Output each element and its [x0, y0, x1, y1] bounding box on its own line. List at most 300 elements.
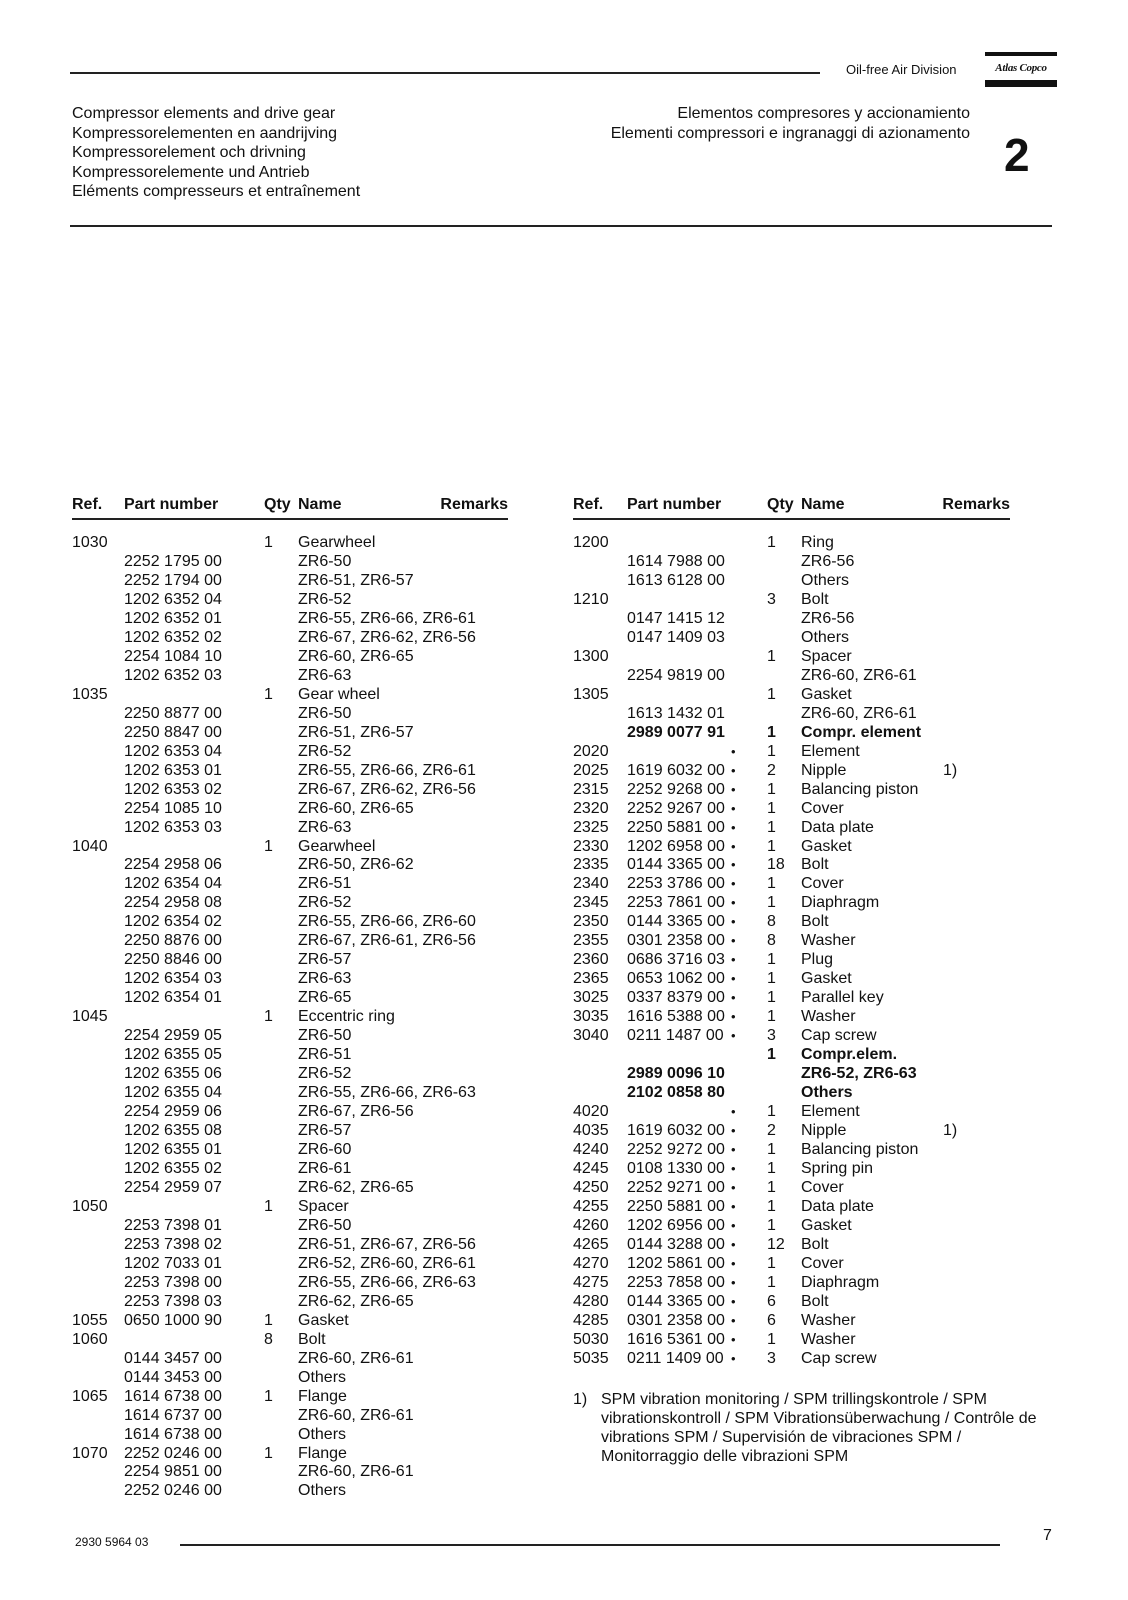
ref-cell: 2315 [573, 780, 609, 798]
part-number-cell: 1202 6958 00 [627, 837, 725, 855]
table-row [72, 1293, 508, 1312]
table-row [72, 970, 508, 989]
part-number-cell: 0337 8379 00 [627, 989, 725, 1007]
part-number-cell: 1614 7988 00 [627, 552, 725, 570]
footnote-text: SPM vibration monitoring / SPM trillingskontrole / SPM vibrationskontroll / SPM Vibrationsüberwachung / Contrôle de vibrations SPM / Supervisión de vibraciones SPM / Monitorraggio delle vibrazioni SPM [601, 1391, 1037, 1465]
kit-bullet: • [731, 781, 736, 797]
name-cell: Gearwheel [298, 534, 376, 551]
name-cell: ZR6-52 [298, 742, 352, 760]
part-number-cell: 1202 6353 04 [124, 742, 222, 760]
part-number-cell: 1202 6352 03 [124, 666, 222, 684]
parts-table-right [573, 496, 1010, 1369]
name-cell: Gasket [801, 685, 852, 703]
table-row [72, 989, 508, 1008]
ref-cell: 2345 [573, 894, 609, 912]
kit-bullet: • [731, 1331, 736, 1347]
name-cell: ZR6-67, ZR6-56 [298, 1103, 414, 1121]
kit-bullet: • [731, 1123, 736, 1139]
ref-cell: 4285 [573, 1311, 609, 1329]
table-row [72, 1027, 508, 1046]
kit-bullet: • [731, 914, 736, 930]
title-fr: Eléments compresseurs et entraînement [72, 183, 361, 200]
name-cell: ZR6-51, ZR6-67, ZR6-56 [298, 1235, 476, 1253]
ref-cell: 4240 [573, 1141, 609, 1158]
table-row [72, 932, 508, 951]
name-cell: Balancing piston [801, 1141, 919, 1158]
name-cell: Cover [801, 1178, 844, 1196]
part-number-cell: 1202 6355 08 [124, 1122, 222, 1140]
part-number-cell: 1202 6355 04 [124, 1084, 222, 1102]
ref-cell: 1045 [72, 1008, 108, 1026]
page-number: 7 [1043, 1527, 1052, 1544]
table-row [72, 1122, 508, 1141]
name-cell: Cap screw [801, 1027, 877, 1045]
table-row [573, 1179, 1010, 1198]
ref-cell: 4020 [573, 1103, 609, 1121]
part-number-cell: 2254 9819 00 [627, 666, 725, 684]
part-number-cell: 2254 1084 10 [124, 647, 222, 665]
name-cell: Others [298, 1482, 347, 1500]
qty-cell: 1 [767, 837, 776, 855]
table-row [72, 838, 508, 857]
ref-cell: 4265 [573, 1235, 609, 1253]
table-row [72, 1103, 508, 1122]
name-cell: ZR6-60 [298, 1141, 352, 1158]
table-row [573, 1065, 1010, 1084]
ref-cell: 1200 [573, 534, 609, 551]
parts-table-left [72, 496, 508, 1501]
part-number-cell: 2250 5881 00 [627, 1197, 725, 1215]
qty-cell: 8 [264, 1330, 273, 1348]
name-cell: ZR6-51 [298, 875, 352, 893]
table-row [573, 629, 1010, 648]
table-row [72, 1141, 508, 1160]
table-row [72, 610, 508, 629]
table-row [573, 553, 1010, 572]
name-cell: ZR6-65 [298, 989, 352, 1007]
name-cell: ZR6-63 [298, 666, 352, 684]
part-number-cell: 0144 3457 00 [124, 1349, 222, 1367]
name-cell: ZR6-55, ZR6-66, ZR6-61 [298, 761, 476, 779]
name-cell: Cover [801, 1254, 844, 1272]
part-number-cell: 1202 6353 02 [124, 780, 222, 798]
name-cell: ZR6-60, ZR6-61 [801, 666, 917, 684]
part-number-cell: 1202 6354 01 [124, 989, 222, 1007]
name-cell: Cap screw [801, 1349, 877, 1367]
name-cell: ZR6-52, ZR6-63 [801, 1065, 917, 1083]
qty-cell: 3 [767, 1349, 776, 1367]
part-number-cell: 2252 1795 00 [124, 552, 222, 570]
qty-cell: 1 [264, 1444, 273, 1462]
table-row [72, 1426, 508, 1445]
kit-bullet: • [731, 1104, 736, 1120]
ref-cell: 2335 [573, 856, 609, 874]
table-header [72, 496, 508, 520]
col-remarks: Remarks [942, 496, 1010, 513]
name-cell: Gearwheel [298, 837, 376, 855]
table-row [573, 1350, 1010, 1369]
part-number-cell: 2989 0077 91 [627, 723, 725, 741]
ref-cell: 2320 [573, 799, 609, 817]
part-number-cell: 2250 5881 00 [627, 818, 725, 836]
qty-cell: 1 [264, 685, 273, 703]
name-cell: Diaphragm [801, 1273, 880, 1291]
ref-cell: 1040 [72, 837, 108, 855]
qty-cell: 1 [767, 894, 776, 912]
table-row [573, 1293, 1010, 1312]
ref-cell: 4035 [573, 1122, 609, 1140]
part-number-cell: 2253 7398 00 [124, 1273, 222, 1291]
ref-cell: 3025 [573, 989, 609, 1007]
footnote-mark: 1) [573, 1391, 588, 1408]
atlas-copco-logo [985, 52, 1057, 88]
kit-bullet: • [731, 762, 736, 778]
name-cell: ZR6-60, ZR6-61 [298, 1463, 414, 1481]
name-cell: ZR6-67, ZR6-62, ZR6-56 [298, 780, 476, 798]
part-number-cell: 1202 6352 04 [124, 590, 222, 608]
chapter-number: 2 [1004, 129, 1030, 181]
table-row [72, 724, 508, 743]
table-row [573, 648, 1010, 667]
table-row [72, 800, 508, 819]
ref-cell: 4275 [573, 1273, 609, 1291]
ref-cell: 4270 [573, 1254, 609, 1272]
table-row [72, 781, 508, 800]
ref-cell: 1070 [72, 1444, 108, 1462]
title-en: Compressor elements and drive gear [72, 105, 336, 122]
part-number-cell: 0144 3453 00 [124, 1368, 222, 1386]
table-row [573, 932, 1010, 951]
part-number-cell: 1613 6128 00 [627, 571, 725, 589]
table-row [72, 1407, 508, 1426]
table-row [72, 1255, 508, 1274]
name-cell: Washer [801, 932, 856, 950]
table-row [72, 705, 508, 724]
qty-cell: 1 [264, 1387, 273, 1405]
name-cell: Data plate [801, 818, 874, 836]
qty-cell: 1 [767, 534, 776, 551]
qty-cell: 1 [767, 1273, 776, 1291]
name-cell: Flange [298, 1387, 347, 1405]
name-cell: Data plate [801, 1197, 874, 1215]
part-number-cell: 0653 1062 00 [627, 970, 725, 988]
part-number-cell: 0211 1487 00 [627, 1027, 724, 1045]
part-number-cell: 0147 1415 12 [627, 609, 725, 627]
table-row [72, 591, 508, 610]
table-row [72, 1350, 508, 1369]
qty-cell: 2 [767, 761, 776, 779]
ref-cell: 4260 [573, 1216, 609, 1234]
section-titles-right [611, 104, 970, 143]
name-cell: Washer [801, 1008, 856, 1026]
part-number-cell: 0144 3288 00 [627, 1235, 725, 1253]
part-number-cell: 1202 6353 03 [124, 818, 222, 836]
table-row [573, 894, 1010, 913]
name-cell: ZR6-60, ZR6-65 [298, 647, 414, 665]
part-number-cell: 1202 6354 03 [124, 970, 222, 988]
part-number-cell: 2254 2959 05 [124, 1027, 222, 1045]
name-cell: ZR6-60, ZR6-61 [801, 704, 917, 722]
qty-cell: 1 [767, 1216, 776, 1234]
ref-cell: 3040 [573, 1027, 609, 1045]
ref-cell: 4255 [573, 1197, 609, 1215]
name-cell: ZR6-67, ZR6-62, ZR6-56 [298, 628, 476, 646]
part-number-cell: 0144 3365 00 [627, 913, 725, 931]
name-cell: Washer [801, 1311, 856, 1329]
part-number-cell: 1202 6354 02 [124, 913, 222, 931]
part-number-cell: 2254 2958 08 [124, 894, 222, 912]
name-cell: Ring [801, 534, 834, 551]
ref-cell: 5035 [573, 1349, 609, 1367]
name-cell: ZR6-55, ZR6-66, ZR6-60 [298, 913, 476, 931]
table-row [573, 1103, 1010, 1122]
name-cell: Gasket [801, 1216, 852, 1234]
qty-cell: 1 [767, 723, 776, 741]
col-part-number: Part number [627, 496, 722, 513]
name-cell: ZR6-50 [298, 552, 352, 570]
qty-cell: 1 [767, 1197, 776, 1215]
ref-cell: 4250 [573, 1178, 609, 1196]
name-cell: Parallel key [801, 989, 884, 1007]
table-row [573, 1312, 1010, 1331]
name-cell: Gear wheel [298, 685, 380, 703]
qty-cell: 1 [767, 989, 776, 1007]
kit-bullet: • [731, 1217, 736, 1233]
part-number-cell: 0301 2358 00 [627, 1311, 725, 1329]
kit-bullet: • [731, 1142, 736, 1157]
name-cell: Bolt [801, 1235, 829, 1253]
table-row [573, 875, 1010, 894]
title-sv: Kompressorelement och drivning [72, 144, 306, 161]
qty-cell: 1 [767, 742, 776, 760]
division-label: Oil-free Air Division [846, 62, 957, 77]
table-row [72, 1463, 508, 1482]
table-body [72, 534, 508, 1501]
table-row [72, 1445, 508, 1464]
table-row [573, 686, 1010, 705]
part-number-cell: 1202 5861 00 [627, 1254, 725, 1272]
table-row [72, 1331, 508, 1350]
name-cell: Bolt [801, 856, 829, 874]
part-number-cell: 1202 6354 04 [124, 875, 222, 893]
qty-cell: 1 [767, 1178, 776, 1196]
table-row [573, 1331, 1010, 1350]
table-row [573, 534, 1010, 553]
name-cell: Others [801, 1084, 853, 1102]
part-number-cell: 2253 7858 00 [627, 1273, 725, 1291]
table-row [72, 913, 508, 932]
table-row [573, 1274, 1010, 1293]
part-number-cell: 2253 7861 00 [627, 894, 725, 912]
ref-cell: 2350 [573, 913, 609, 931]
name-cell: Spacer [298, 1197, 349, 1215]
kit-bullet: • [731, 1350, 736, 1366]
table-row [573, 1008, 1010, 1027]
qty-cell: 6 [767, 1292, 776, 1310]
name-cell: ZR6-52 [298, 590, 352, 608]
name-cell: Compr.elem. [801, 1046, 898, 1064]
qty-cell: 1 [767, 1103, 776, 1121]
part-number-cell: 1202 6352 01 [124, 609, 222, 627]
name-cell: ZR6-56 [801, 609, 855, 627]
col-name: Name [801, 496, 845, 513]
ref-cell: 1035 [72, 685, 108, 703]
table-row [573, 989, 1010, 1008]
part-number-cell: 1619 6032 00 [627, 761, 725, 779]
kit-bullet: • [731, 819, 736, 835]
name-cell: Eccentric ring [298, 1008, 395, 1026]
part-number-cell: 0147 1409 03 [627, 628, 725, 646]
name-cell: Element [801, 1103, 860, 1121]
name-cell: Nipple [801, 1122, 847, 1140]
part-number-cell: 2253 7398 01 [124, 1216, 222, 1234]
name-cell: ZR6-60, ZR6-65 [298, 799, 414, 817]
table-row [573, 1255, 1010, 1274]
table-row [573, 610, 1010, 629]
table-row [72, 1217, 508, 1236]
part-number-cell: 1613 1432 01 [627, 704, 725, 722]
qty-cell: 1 [767, 685, 776, 703]
col-remarks: Remarks [440, 496, 508, 513]
qty-cell: 3 [767, 590, 776, 608]
table-row [573, 1046, 1010, 1065]
qty-cell: 1 [767, 1254, 776, 1272]
qty-cell: 18 [767, 856, 785, 874]
name-cell: ZR6-62, ZR6-65 [298, 1178, 414, 1196]
ref-cell: 1055 [72, 1311, 108, 1329]
part-number-cell: 2252 9267 00 [627, 799, 725, 817]
remarks-cell: 1) [943, 1122, 958, 1140]
part-number-cell: 1202 6355 02 [124, 1159, 222, 1177]
name-cell: Washer [801, 1330, 856, 1348]
name-cell: ZR6-55, ZR6-66, ZR6-63 [298, 1084, 476, 1102]
name-cell: Others [298, 1425, 347, 1443]
name-cell: Others [298, 1368, 347, 1386]
ref-cell: 1305 [573, 685, 609, 703]
header-rule-bottom [70, 225, 1052, 227]
qty-cell: 1 [264, 1008, 273, 1026]
table-row [72, 1198, 508, 1217]
part-number-cell: 1202 6352 02 [124, 628, 222, 646]
ref-cell: 2340 [573, 875, 609, 893]
kit-bullet: • [731, 895, 736, 911]
name-cell: ZR6-57 [298, 1122, 352, 1140]
title-nl: Kompressorelementen en aandrijving [72, 124, 338, 142]
qty-cell: 1 [767, 1330, 776, 1348]
table-row [573, 591, 1010, 610]
table-row [573, 1141, 1010, 1160]
table-row [573, 951, 1010, 970]
table-row [573, 970, 1010, 989]
ref-cell: 1065 [72, 1387, 108, 1405]
col-ref: Ref. [573, 496, 604, 513]
name-cell: Spacer [801, 647, 852, 665]
title-es: Elementos compresores y accionamiento [677, 105, 970, 122]
kit-bullet: • [731, 1198, 736, 1214]
name-cell: ZR6-67, ZR6-61, ZR6-56 [298, 932, 476, 950]
part-number-cell: 1614 6738 00 [124, 1425, 222, 1443]
table-row [72, 875, 508, 894]
col-qty: Qty [264, 496, 291, 513]
name-cell: Plug [801, 951, 834, 969]
part-number-cell: 2254 2959 06 [124, 1103, 222, 1121]
part-number-cell: 2989 0096 10 [627, 1065, 725, 1083]
kit-bullet: • [731, 1274, 736, 1290]
name-cell: ZR6-52 [298, 1065, 352, 1083]
name-cell: ZR6-63 [298, 818, 352, 836]
table-row [573, 705, 1010, 724]
name-cell: ZR6-60, ZR6-61 [298, 1349, 414, 1367]
part-number-cell: 0144 3365 00 [627, 1292, 725, 1310]
part-number-cell: 2253 7398 03 [124, 1292, 222, 1310]
part-number-cell: 2252 1794 00 [124, 571, 222, 589]
table-row [72, 951, 508, 970]
name-cell: Bolt [801, 913, 829, 931]
name-cell: ZR6-61 [298, 1159, 352, 1177]
part-number-cell: 2102 0858 80 [627, 1084, 725, 1102]
kit-bullet: • [731, 1179, 736, 1195]
part-number-cell: 2252 0246 00 [124, 1482, 222, 1500]
table-row [573, 1160, 1010, 1179]
ref-cell: 2325 [573, 818, 609, 836]
remarks-cell: 1) [943, 761, 958, 779]
table-row [72, 1388, 508, 1407]
part-number-cell: 2252 9268 00 [627, 780, 725, 798]
qty-cell: 1 [767, 1159, 776, 1177]
table-row [573, 800, 1010, 819]
kit-bullet: • [731, 1236, 736, 1252]
part-number-cell: 2254 2959 07 [124, 1178, 222, 1196]
table-row [72, 1046, 508, 1065]
kit-bullet: • [731, 933, 736, 949]
part-number-cell: 2250 8877 00 [124, 704, 222, 722]
qty-cell: 1 [767, 1046, 776, 1064]
ref-cell: 2025 [573, 761, 609, 779]
qty-cell: 1 [264, 1311, 273, 1329]
part-number-cell: 1614 6737 00 [124, 1406, 222, 1424]
name-cell: ZR6-52, ZR6-60, ZR6-61 [298, 1254, 476, 1272]
table-row [573, 1217, 1010, 1236]
title-it: Elementi compressori e ingranaggi di azionamento [610, 124, 970, 142]
col-part-number: Part number [124, 496, 219, 513]
name-cell: Cover [801, 875, 844, 893]
table-row [573, 667, 1010, 686]
part-number-cell: 2253 3786 00 [627, 875, 725, 893]
table-row [573, 724, 1010, 743]
part-number-cell: 2254 1085 10 [124, 799, 222, 817]
name-cell: Cover [801, 799, 844, 817]
part-number-cell: 1202 6355 05 [124, 1046, 222, 1064]
part-number-cell: 1614 6738 00 [124, 1387, 222, 1405]
part-number-cell: 0144 3365 00 [627, 856, 725, 874]
part-number-cell: 1202 6355 06 [124, 1065, 222, 1083]
qty-cell: 1 [767, 647, 776, 665]
table-row [573, 913, 1010, 932]
section-titles-left [72, 104, 360, 202]
kit-bullet: • [731, 952, 736, 968]
document-number: 2930 5964 03 [75, 1535, 149, 1549]
kit-bullet: • [731, 990, 736, 1006]
kit-bullet: • [731, 743, 736, 759]
name-cell: ZR6-56 [801, 552, 855, 570]
name-cell: Bolt [298, 1330, 326, 1348]
name-cell: Flange [298, 1444, 347, 1462]
qty-cell: 1 [767, 818, 776, 836]
col-ref: Ref. [72, 496, 103, 513]
qty-cell: 12 [767, 1235, 785, 1253]
table-body [573, 534, 1010, 1369]
name-cell: ZR6-55, ZR6-66, ZR6-63 [298, 1273, 476, 1291]
